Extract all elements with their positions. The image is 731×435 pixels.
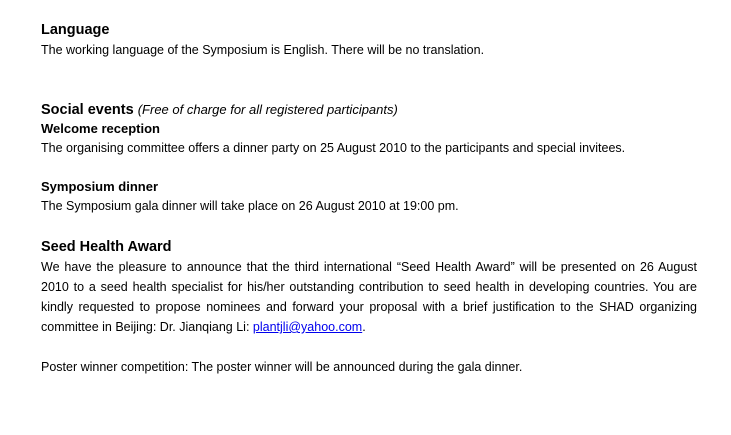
welcome-reception-text: The organising committee offers a dinner party on 25 August 2010 to the participants and special invitees. (41, 141, 626, 155)
document-body (41, 20, 697, 377)
seed-health-award-text (41, 257, 697, 337)
symposium-dinner-text: The Symposium gala dinner will take place on 26 August 2010 at 19:00 pm. (41, 199, 459, 213)
language-heading: Language (41, 22, 110, 38)
social-events-heading: Social events (41, 102, 134, 118)
seed-health-award-heading: Seed Health Award (41, 239, 172, 255)
welcome-reception-heading: Welcome reception (41, 121, 160, 136)
social-events-section (41, 100, 697, 216)
award-body-text: We have the pleasure to announce that the third international “Seed Health Award” will be presented on 26 August 2010 to a seed health specialist for his/her outstanding contribution to seed health in developing countries. You are kindly requested to propose nominees and forward your proposal with a brief justification to the SHAD organizing committee in Beijing: Dr. Jianqiang Li: (41, 260, 697, 334)
language-section (41, 20, 697, 60)
social-events-heading-line (41, 100, 697, 120)
symposium-dinner-heading: Symposium dinner (41, 179, 159, 194)
seed-health-award-section (41, 237, 697, 377)
poster-winner-text: Poster winner competition: The poster winner will be announced during the gala dinner. (41, 360, 523, 374)
award-body-end: . (362, 320, 366, 334)
social-events-note: (Free of charge for all registered participants) (137, 102, 398, 117)
email-link[interactable]: plantjli@yahoo.com (252, 320, 363, 334)
language-text: The working language of the Symposium is English. There will be no translation. (41, 43, 485, 57)
